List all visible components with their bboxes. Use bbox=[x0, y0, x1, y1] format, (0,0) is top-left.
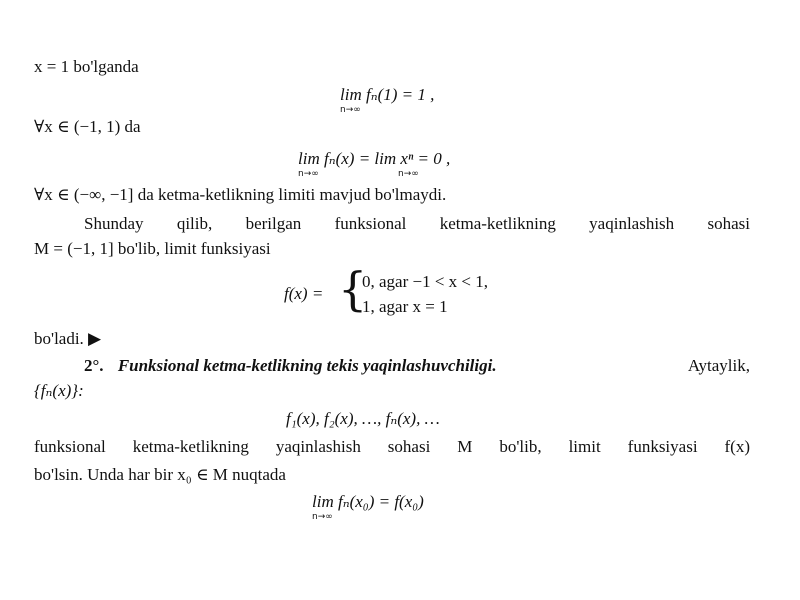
cases-brace: { bbox=[338, 262, 368, 316]
paragraph-line-13: funksional ketma-ketlikning yaqinlashish sohasi M bo'lib, limit funksiyasi f(x) bbox=[34, 437, 750, 456]
sequence-notation: {fₙ(x)}: bbox=[34, 381, 84, 400]
paragraph-line-6: Shunday qilib, berilgan funksional ketma-ketlikning yaqinlashish sohasi bbox=[84, 214, 750, 233]
text-line-5: ∀x ∈ (−∞, −1] da ketma-ketlikning limiti mavjud bo'lmaydi. bbox=[34, 185, 447, 204]
formula-limit-interval: lim fₙ(x) = lim xⁿ = 0 , bbox=[298, 149, 451, 168]
case-line-2: 1, agar x = 1 bbox=[362, 297, 448, 316]
text-line-7: M = (−1, 1] bo'lib, limit funksiyasi bbox=[34, 239, 271, 258]
limit-subscript: n→∞ bbox=[398, 169, 419, 179]
formula-pointwise-limit: lim fₙ(x₀) = f(x₀) bbox=[312, 492, 424, 511]
text-line-9: bo'ladi. ▶ bbox=[34, 329, 102, 348]
formula-limit-at-one: lim fₙ(1) = 1 , bbox=[340, 85, 435, 104]
text-line-14: bo'lsin. Unda har bir x₀ ∈ M nuqtada bbox=[34, 465, 286, 484]
section-heading-line bbox=[84, 355, 750, 377]
limit-subscript: n→∞ bbox=[312, 512, 333, 522]
text-line-3: ∀x ∈ (−1, 1) da bbox=[34, 117, 141, 136]
case-line-1: 0, agar −1 < x < 1, bbox=[362, 272, 489, 291]
limit-subscript: n→∞ bbox=[298, 169, 319, 179]
sequence-terms: f₁(x), f₂(x), …, fₙ(x), … bbox=[286, 409, 440, 428]
section-number: 2°. bbox=[84, 356, 104, 375]
section-title: Funksional ketma-ketlikning tekis yaqinlashuvchiligi. bbox=[117, 356, 497, 375]
limit-function-lhs: f(x) = bbox=[284, 284, 324, 303]
text-line-1: x = 1 bo'lganda bbox=[34, 57, 139, 76]
limit-subscript: n→∞ bbox=[340, 105, 361, 115]
section-tail: Aytaylik, bbox=[687, 356, 750, 375]
